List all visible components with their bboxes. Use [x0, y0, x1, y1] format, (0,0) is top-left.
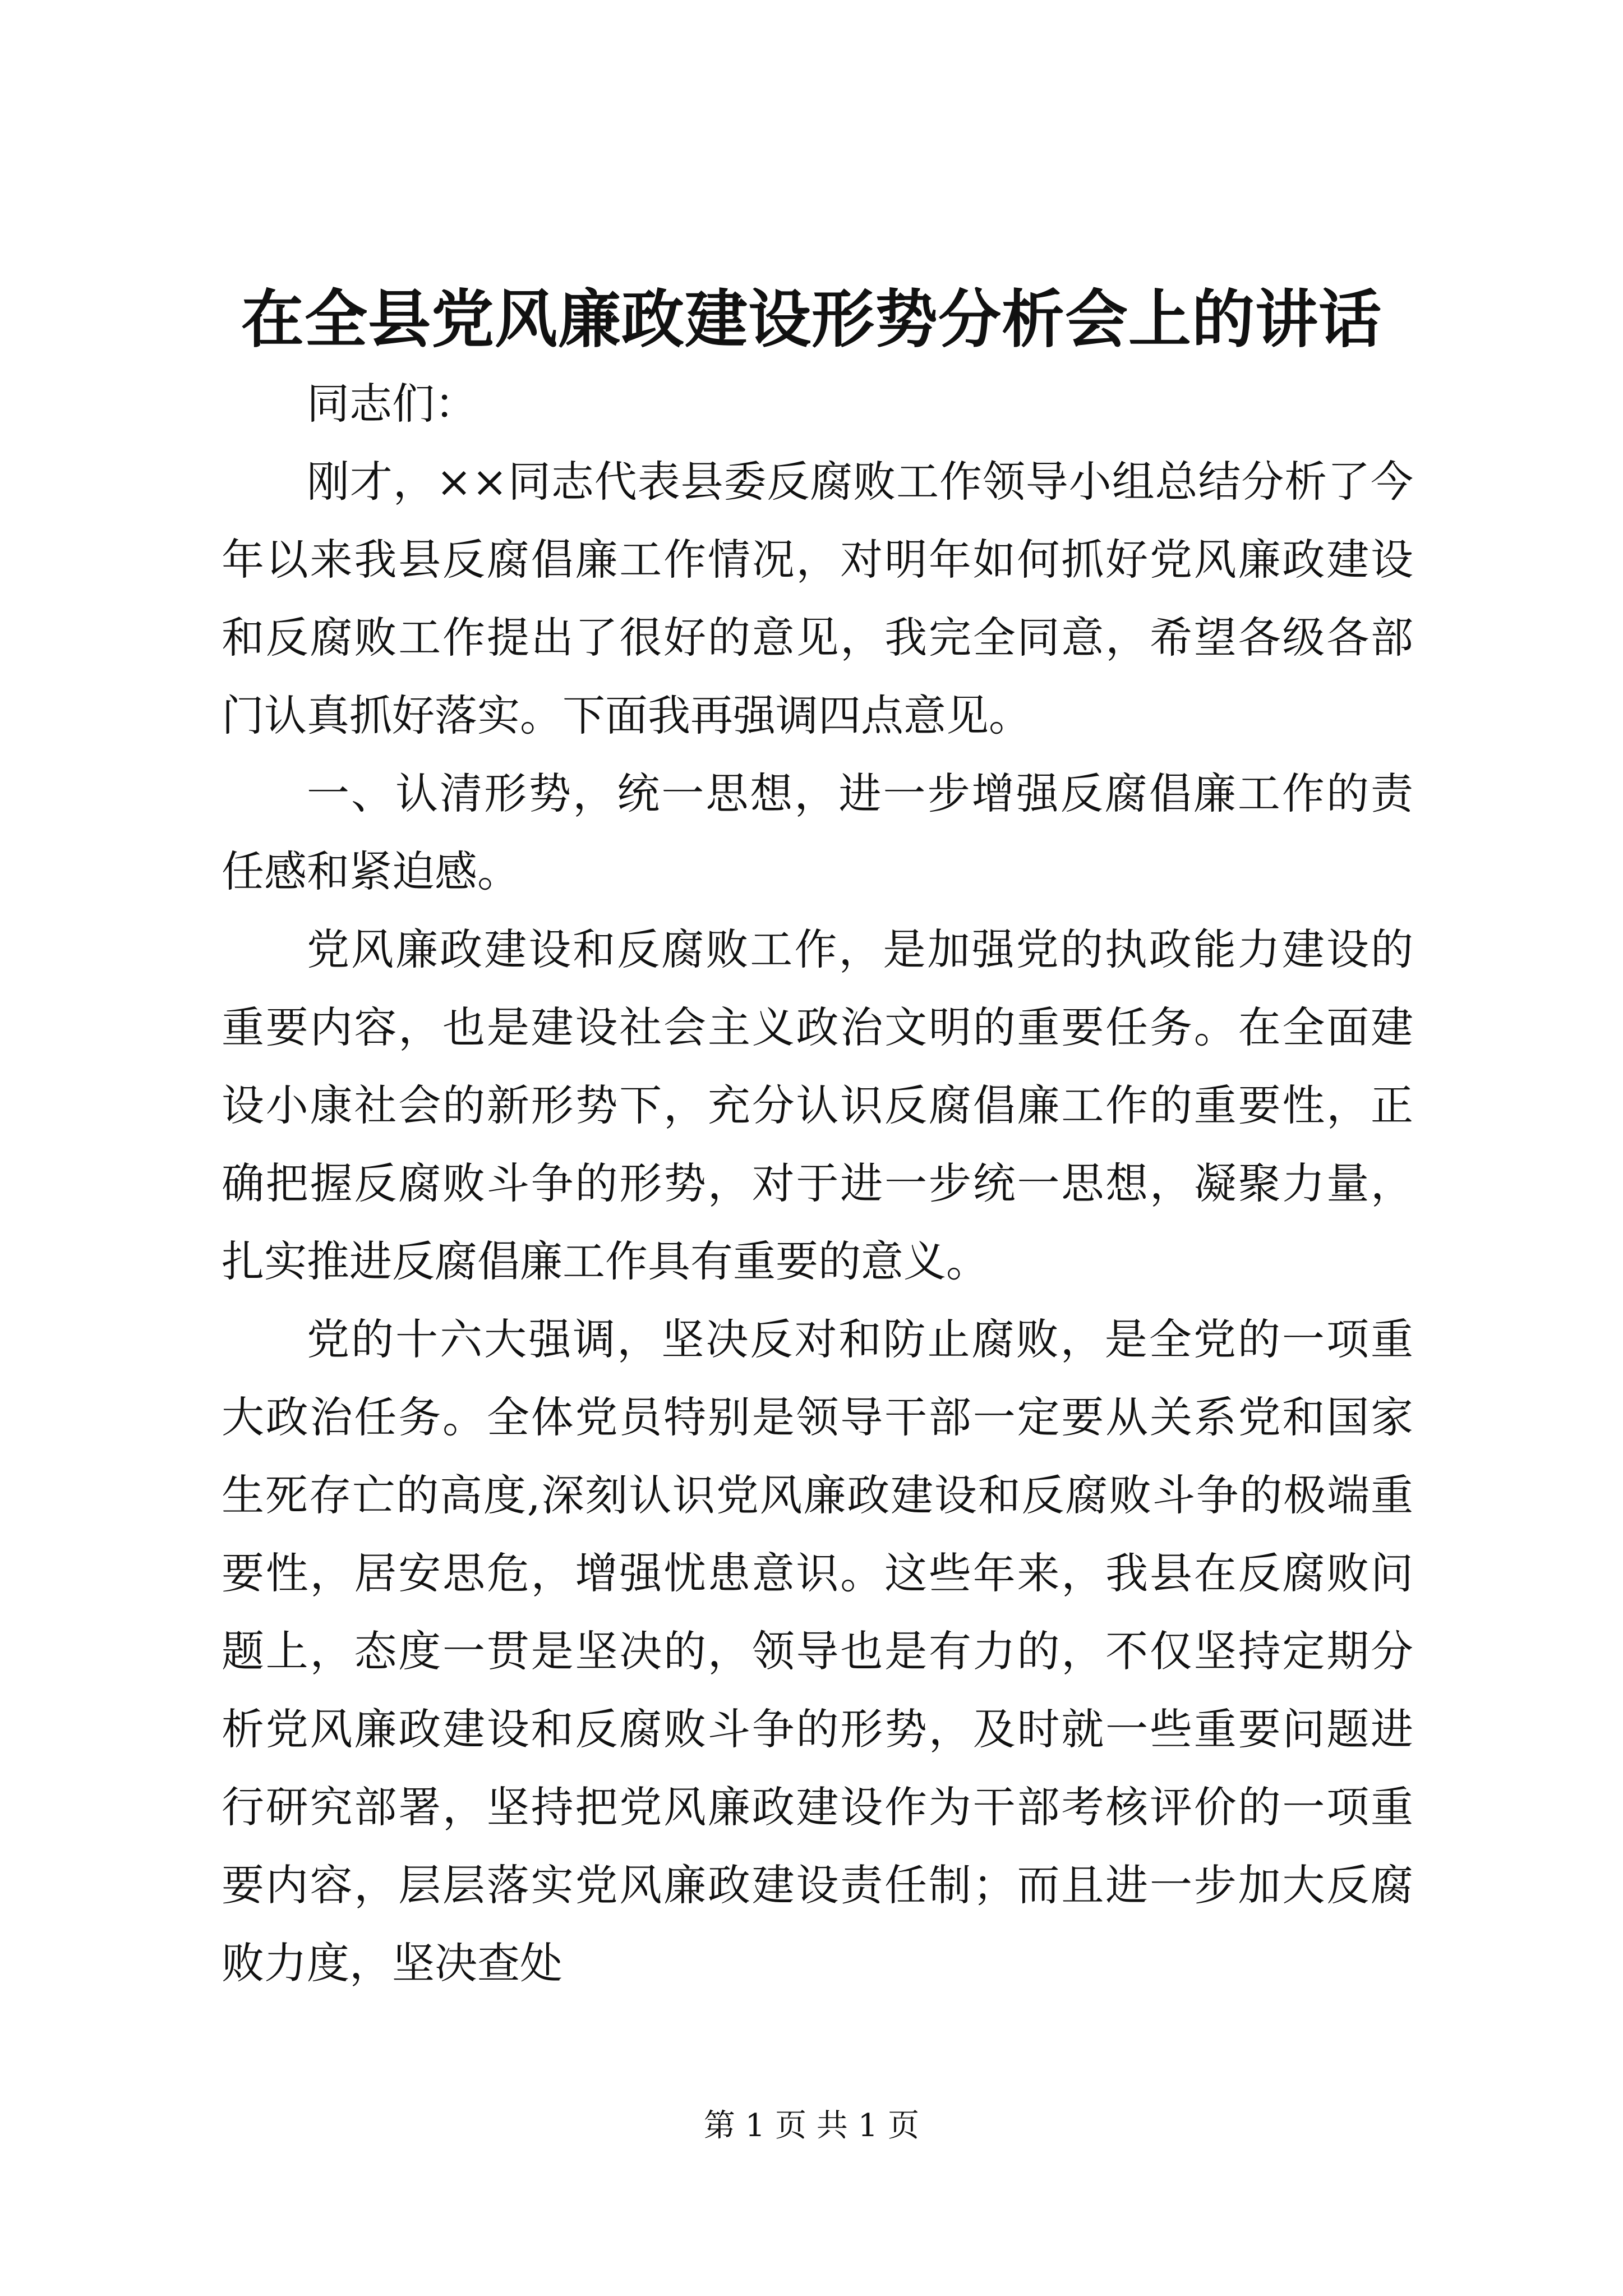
- document-body: [222, 365, 1413, 2002]
- body-paragraph: 党风廉政建设和反腐败工作，是加强党的执政能力建设的重要内容，也是建设社会主义政治文明的重要任务。在全面建设小康社会的新形势下，充分认识反腐倡廉工作的重要性，正确把握反腐败斗争的形势，对于进一步统一思想，凝聚力量，扎实推进反腐倡廉工作具有重要的意义。: [222, 924, 1413, 1286]
- section-heading-paragraph: 一、认清形势，统一思想，进一步增强反腐倡廉工作的责任感和紧迫感。: [222, 769, 1413, 896]
- document-title: 在全县党风廉政建设形势分析会上的讲话: [241, 283, 1382, 356]
- page-footer: 第 1 页 共 1 页: [703, 2108, 920, 2144]
- body-paragraph: 刚才，××同志代表县委反腐败工作领导小组总结分析了今年以来我县反腐倡廉工作情况，对明年如何抓好党风廉政建设和反腐败工作提出了很好的意见，我完全同意，希望各级各部门认真抓好落实。下面我再强调四点意见。: [222, 457, 1413, 740]
- body-paragraph: 党的十六大强调，坚决反对和防止腐败，是全党的一项重大政治任务。全体党员特别是领导干部一定要从关系党和国家生死存亡的高度,深刻认识党风廉政建设和反腐败斗争的极端重要性，居安思危，增强忧患意识。这些年来，我县在反腐败问题上，态度一贯是坚决的，领导也是有力的，不仅坚持定期分析党风廉政建设和反腐败斗争的形势，及时就一些重要问题进行研究部署，坚持把党风廉政建设作为干部考核评价的一项重要内容，层层落实党风廉政建设责任制；而且进一步加大反腐败力度，坚决查处: [222, 1314, 1413, 1988]
- salutation-paragraph: 同志们：: [307, 379, 477, 429]
